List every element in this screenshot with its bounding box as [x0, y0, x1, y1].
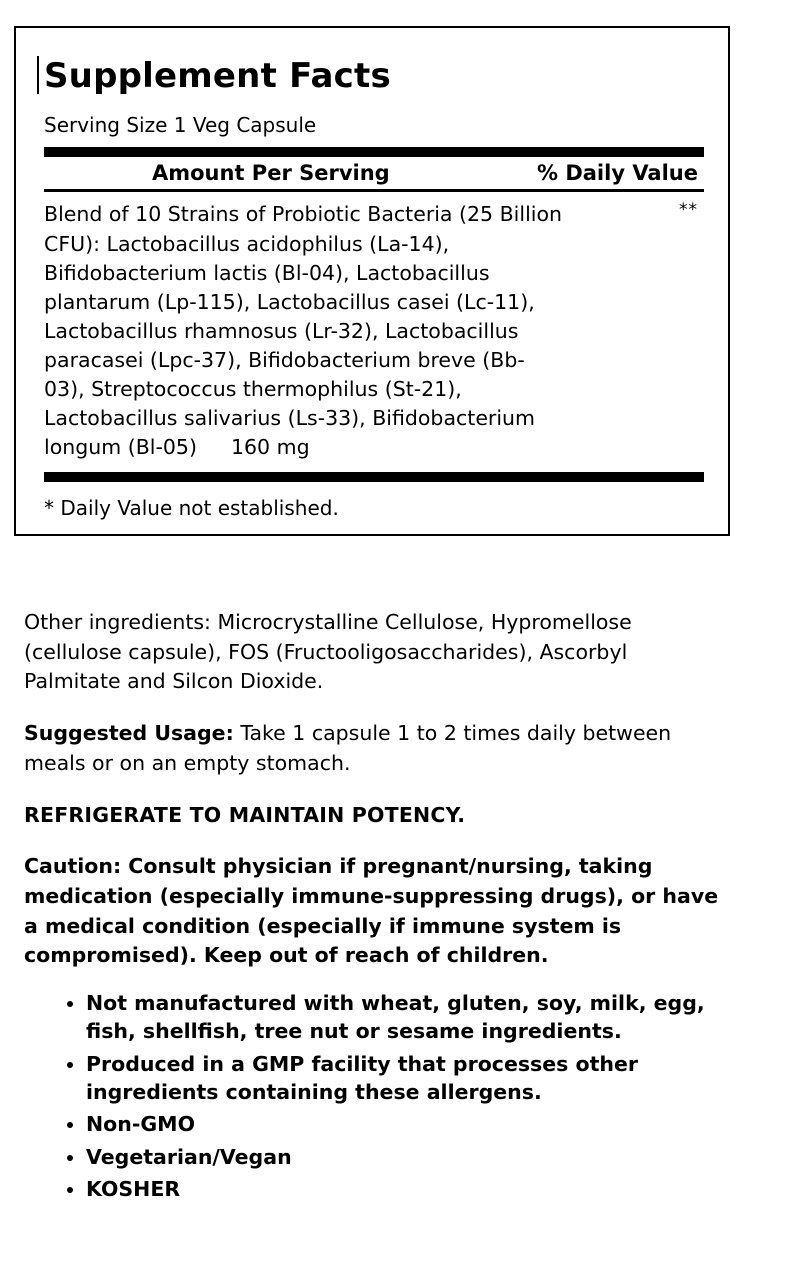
panel-rule-thick-bottom — [44, 472, 704, 482]
other-ingredients-text: Other ingredients: Microcrystalline Cellulose, Hypromellose (cellulose capsule), FOS (Fructooligosaccharides), Ascorbyl Palmitate and Silcon Dioxide. — [24, 610, 632, 694]
column-header-amount: Amount Per Serving — [152, 161, 390, 186]
ingredient-daily-value: ** — [679, 200, 698, 221]
claims-list — [24, 989, 724, 1203]
label-body-text — [24, 608, 724, 1207]
list-item: • Produced in a GMP facility that processes other ingredients containing these allergens. — [86, 1050, 724, 1107]
refrigerate-notice: REFRIGERATE TO MAINTAIN POTENCY. — [24, 802, 466, 827]
ingredient-row — [44, 192, 704, 468]
list-item: • Non-GMO — [86, 1110, 724, 1138]
suggested-usage-paragraph — [24, 719, 724, 778]
caution-text: Caution: Consult physician if pregnant/nursing, taking medication (especially immune-suppressing drugs), or have a medical condition (especially if immune system is compromised). Keep out of reach of children. — [24, 854, 719, 968]
column-header-daily-value: % Daily Value — [536, 161, 698, 186]
ingredient-amount: 160 mg — [230, 435, 310, 460]
list-item: • Vegetarian/Vegan — [86, 1143, 724, 1171]
ingredient-description: Blend of 10 Strains of Probiotic Bacteria (25 Billion CFU): Lactobacillus acidophilus (La-14), Bifidobacterium lactis (Bl-04), Lactobacillus plantarum (Lp-115), Lactobacillus casei (Lc-11), Lactobacillus rhamnosus (Lr-32), Lactobacillus paracasei (Lpc-37), Bifidobacterium breve (Bb-03), Streptococcus thermophilus (St-21), Lactobacillus salivarius (Ls-33), Bifidobacterium longum (Bl-05) 160 mg — [44, 202, 569, 460]
panel-rule-thick-top — [44, 147, 704, 157]
supplement-facts-panel — [14, 26, 730, 536]
list-item: • Not manufactured with wheat, gluten, soy, milk, egg, fish, shellfish, tree nut or sesame ingredients. — [86, 989, 724, 1046]
page-title: Supplement Facts — [44, 58, 704, 95]
suggested-usage-label: Suggested Usage: — [24, 721, 234, 746]
suggested-usage-text: Take 1 capsule 1 to 2 times daily between meals or on an empty stomach. — [24, 721, 672, 775]
panel-column-headers — [44, 157, 704, 189]
serving-size-text: Serving Size 1 Veg Capsule — [44, 113, 317, 138]
list-item: • KOSHER — [86, 1175, 724, 1203]
daily-value-footnote: * Daily Value not established. — [44, 496, 339, 521]
